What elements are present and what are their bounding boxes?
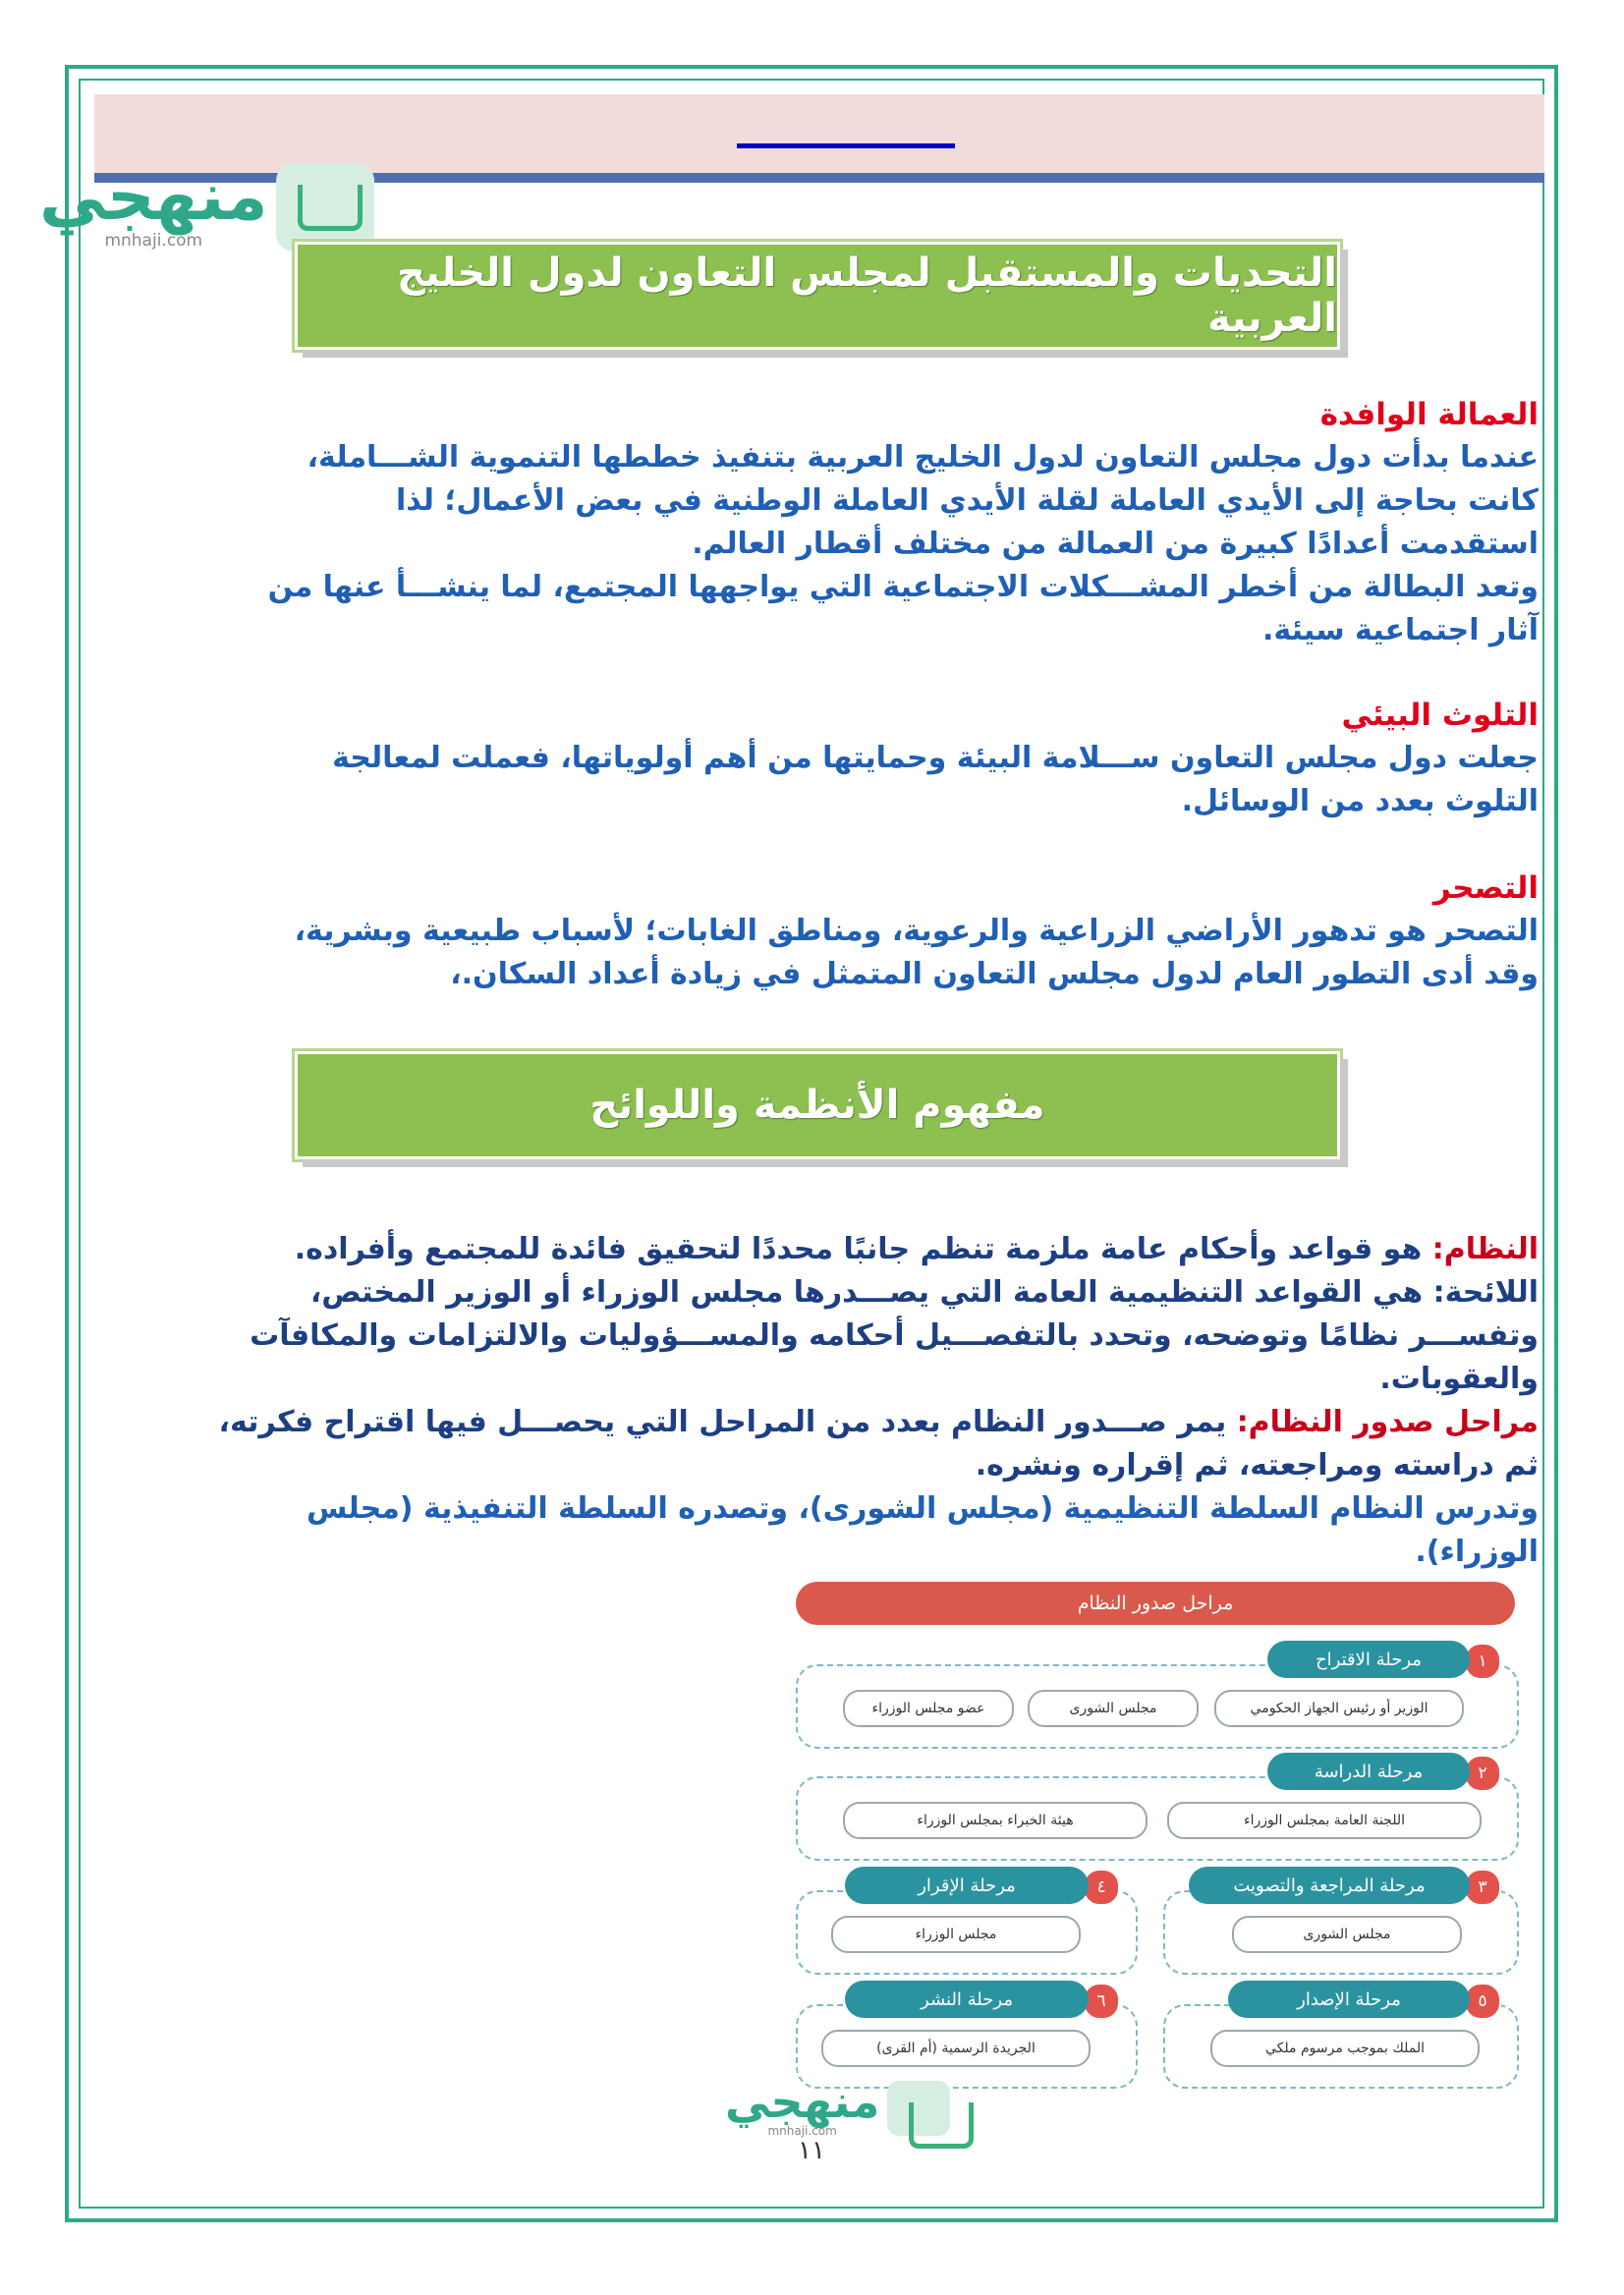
pollution-line: جعلت دول مجلس التعاون ســـلامة البيئة وحمايتها من أهم أولوياتها، فعملت لمعالجة — [332, 741, 1539, 775]
entity-box: اللجنة العامة بمجلس الوزراء — [1167, 1802, 1482, 1839]
stage-number: ٤ — [1083, 1869, 1120, 1906]
book-icon — [276, 163, 374, 252]
section-title-challenges: التحديات والمستقبل لمجلس التعاون لدول الخليج العربية — [295, 242, 1340, 350]
stage-label-study: مرحلة الدراسة — [1267, 1753, 1470, 1790]
stage-label-approval: مرحلة الإقرار — [845, 1867, 1089, 1904]
header-band — [94, 94, 1544, 173]
labor-line: كانت بحاجة إلى الأيدي العاملة لقلة الأيدي العاملة الوطنية في بعض الأعمال؛ لذا — [396, 483, 1539, 518]
entity-box: هيئة الخبراء بمجلس الوزراء — [843, 1802, 1148, 1839]
heading-desertification: التصحر — [1432, 870, 1539, 906]
stage-number: ٣ — [1464, 1869, 1501, 1906]
regulation-line: اللائحة: هي القواعد التنظيمية العامة التي يصـــدرها مجلس الوزراء أو الوزير المختص، — [309, 1275, 1539, 1310]
labor-line: وتعد البطالة من أخطر المشـــكلات الاجتماعية التي يواجهها المجتمع، لما ينشـــأ عنها من — [267, 570, 1539, 604]
stages-line: ثم دراسته ومراجعته، ثم إقراره ونشره. — [975, 1448, 1539, 1483]
entity-box: مجلس الوزراء — [831, 1916, 1081, 1953]
stages-text: يمر صـــدور النظام بعدد من المراحل التي يحصـــل فيها اقتراح فكرته، — [218, 1405, 1237, 1439]
desert-line: التصحر هو تدهور الأراضي الزراعية والرعوية، ومناطق الغابات؛ لأسباب طبيعية وبشرية، — [294, 914, 1539, 948]
header-underline — [737, 143, 955, 148]
stage-label-proposal: مرحلة الاقتراح — [1267, 1641, 1470, 1678]
regulation-line: والعقوبات. — [1379, 1362, 1539, 1396]
footer-logo — [725, 2075, 950, 2138]
system-definition: هو قواعد وأحكام عامة ملزمة تنظم جانبًا محددًا لتحقيق فائدة للمجتمع وأفراده. — [294, 1232, 1432, 1266]
entity-box: مجلس الشورى — [1232, 1916, 1462, 1953]
footer-logo-brand: منهجي — [725, 2075, 880, 2128]
paragraph-pollution — [98, 694, 1539, 823]
labor-line: استقدمت أعدادًا كبيرة من العمالة من مختلف أقطار العالم. — [692, 527, 1539, 561]
stage-number: ٥ — [1464, 1983, 1501, 2020]
diagram-title: مراحل صدور النظام — [796, 1582, 1515, 1625]
section-title-systems: مفهوم الأنظمة واللوائح — [295, 1051, 1340, 1159]
stage-number: ١ — [1464, 1643, 1501, 1680]
book-icon — [887, 2081, 950, 2136]
pollution-line: التلوث بعدد من الوسائل. — [1181, 784, 1539, 818]
label-stages: مراحل صدور النظام: — [1236, 1405, 1539, 1439]
labor-line: آثار اجتماعية سيئة. — [1261, 613, 1539, 647]
stage-label-publication: مرحلة النشر — [845, 1981, 1089, 2018]
entity-box: مجلس الشورى — [1028, 1690, 1199, 1727]
heading-labor: العمالة الوافدة — [1319, 397, 1539, 432]
stage-number: ٢ — [1464, 1755, 1501, 1792]
entity-box: عضو مجلس الوزراء — [843, 1690, 1014, 1727]
stage-label-issuance: مرحلة الإصدار — [1228, 1981, 1470, 2018]
page-number: ١١ — [798, 2136, 825, 2165]
site-logo — [39, 158, 374, 252]
desert-line: وقد أدى التطور العام لدول مجلس التعاون المتمثل في زيادة أعداد السكان.، — [450, 957, 1539, 991]
stages-diagram — [786, 1578, 1525, 2079]
entity-box: الوزير أو رئيس الجهاز الحكومي — [1214, 1690, 1464, 1727]
paragraph-systems — [98, 1228, 1539, 1574]
logo-brand-text: منهجي — [39, 158, 268, 236]
stage-label-review: مرحلة المراجعة والتصويت — [1189, 1867, 1470, 1904]
labor-line: عندما بدأت دول مجلس التعاون لدول الخليج العربية بتنفيذ خططها التنموية الشـــاملة، — [307, 440, 1539, 475]
label-system: النظام: — [1431, 1232, 1539, 1266]
entity-box: الجريدة الرسمية (أم القرى) — [821, 2030, 1091, 2067]
regulation-line: وتفســـر نظامًا وتوضحه، وتحدد بالتفصـــيل أحكامه والمســـؤوليات والالتزامات والمكافآت — [250, 1318, 1539, 1353]
paragraph-labor — [98, 393, 1539, 652]
stages-line: الوزراء). — [1415, 1535, 1539, 1569]
stage-number: ٦ — [1083, 1983, 1120, 2020]
stages-line: وتدرس النظام السلطة التنظيمية (مجلس الشورى)، وتصدره السلطة التنفيذية (مجلس — [306, 1491, 1539, 1526]
footer-logo-site: mnhaji.com — [767, 2124, 837, 2138]
logo-site-text: mnhaji.com — [104, 231, 203, 251]
heading-pollution: التلوث البيئي — [1341, 698, 1539, 733]
entity-box: الملك بموجب مرسوم ملكي — [1210, 2030, 1480, 2067]
paragraph-desertification — [98, 867, 1539, 996]
